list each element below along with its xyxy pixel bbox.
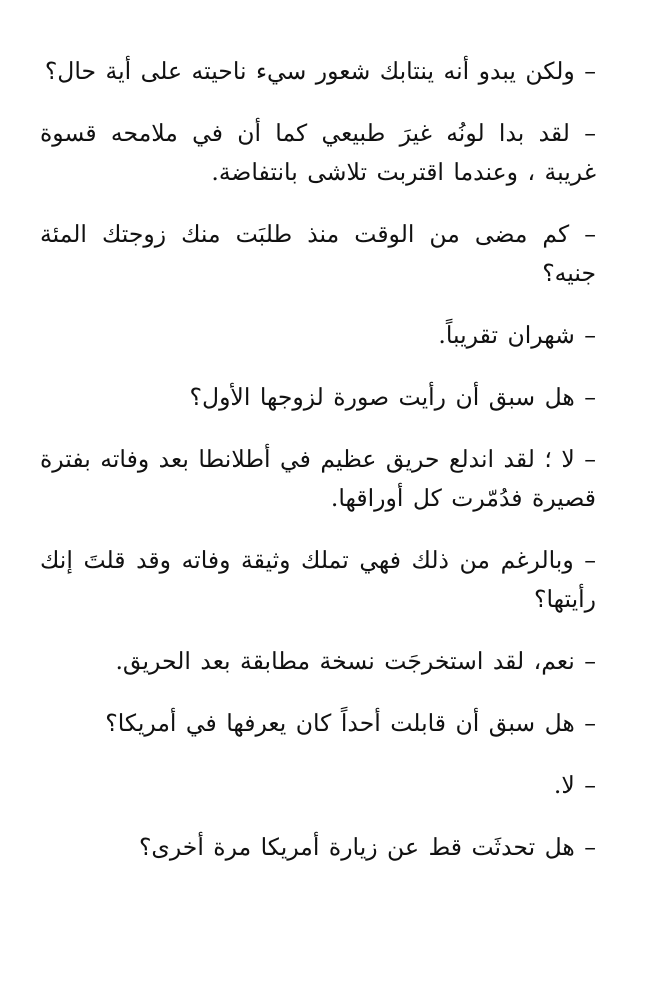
dialogue-line-3: – كم مضى من الوقت منذ طلبَت منك زوجتك المئة جنيه؟ — [40, 220, 596, 287]
book-page — [40, 52, 596, 890]
dialogue-line-2: – لقد بدا لونُه غيرَ طبيعي كما أن في ملامحه قسوة غريبة ، وعندما اقتربت تلاشى بانتفاضة. — [40, 119, 596, 186]
dialogue-line-5: – هل سبق أن رأيت صورة لزوجها الأول؟ — [189, 383, 596, 411]
dialogue-line-9: – هل سبق أن قابلت أحداً كان يعرفها في أمريكا؟ — [105, 709, 596, 737]
dialogue-line-6: – لا ؛ لقد اندلع حريق عظيم في أطلانطا بعد وفاته بفترة قصيرة فدُمّرت كل أوراقها. — [40, 445, 596, 512]
dialogue-line-4: – شهران تقريباً. — [438, 321, 596, 349]
dialogue-line-7: – وبالرغم من ذلك فهي تملك وثيقة وفاته وقد قلتَ إنك رأيتها؟ — [40, 546, 596, 613]
dialogue-line-8: – نعم، لقد استخرجَت نسخة مطابقة بعد الحريق. — [115, 647, 596, 675]
dialogue-line-11: – هل تحدثَت قط عن زيارة أمريكا مرة أخرى؟ — [138, 833, 596, 861]
dialogue-line-10: – لا. — [553, 771, 596, 799]
dialogue-line-1: – ولكن يبدو أنه ينتابك شعور سيء ناحيته على أية حال؟ — [44, 57, 596, 85]
